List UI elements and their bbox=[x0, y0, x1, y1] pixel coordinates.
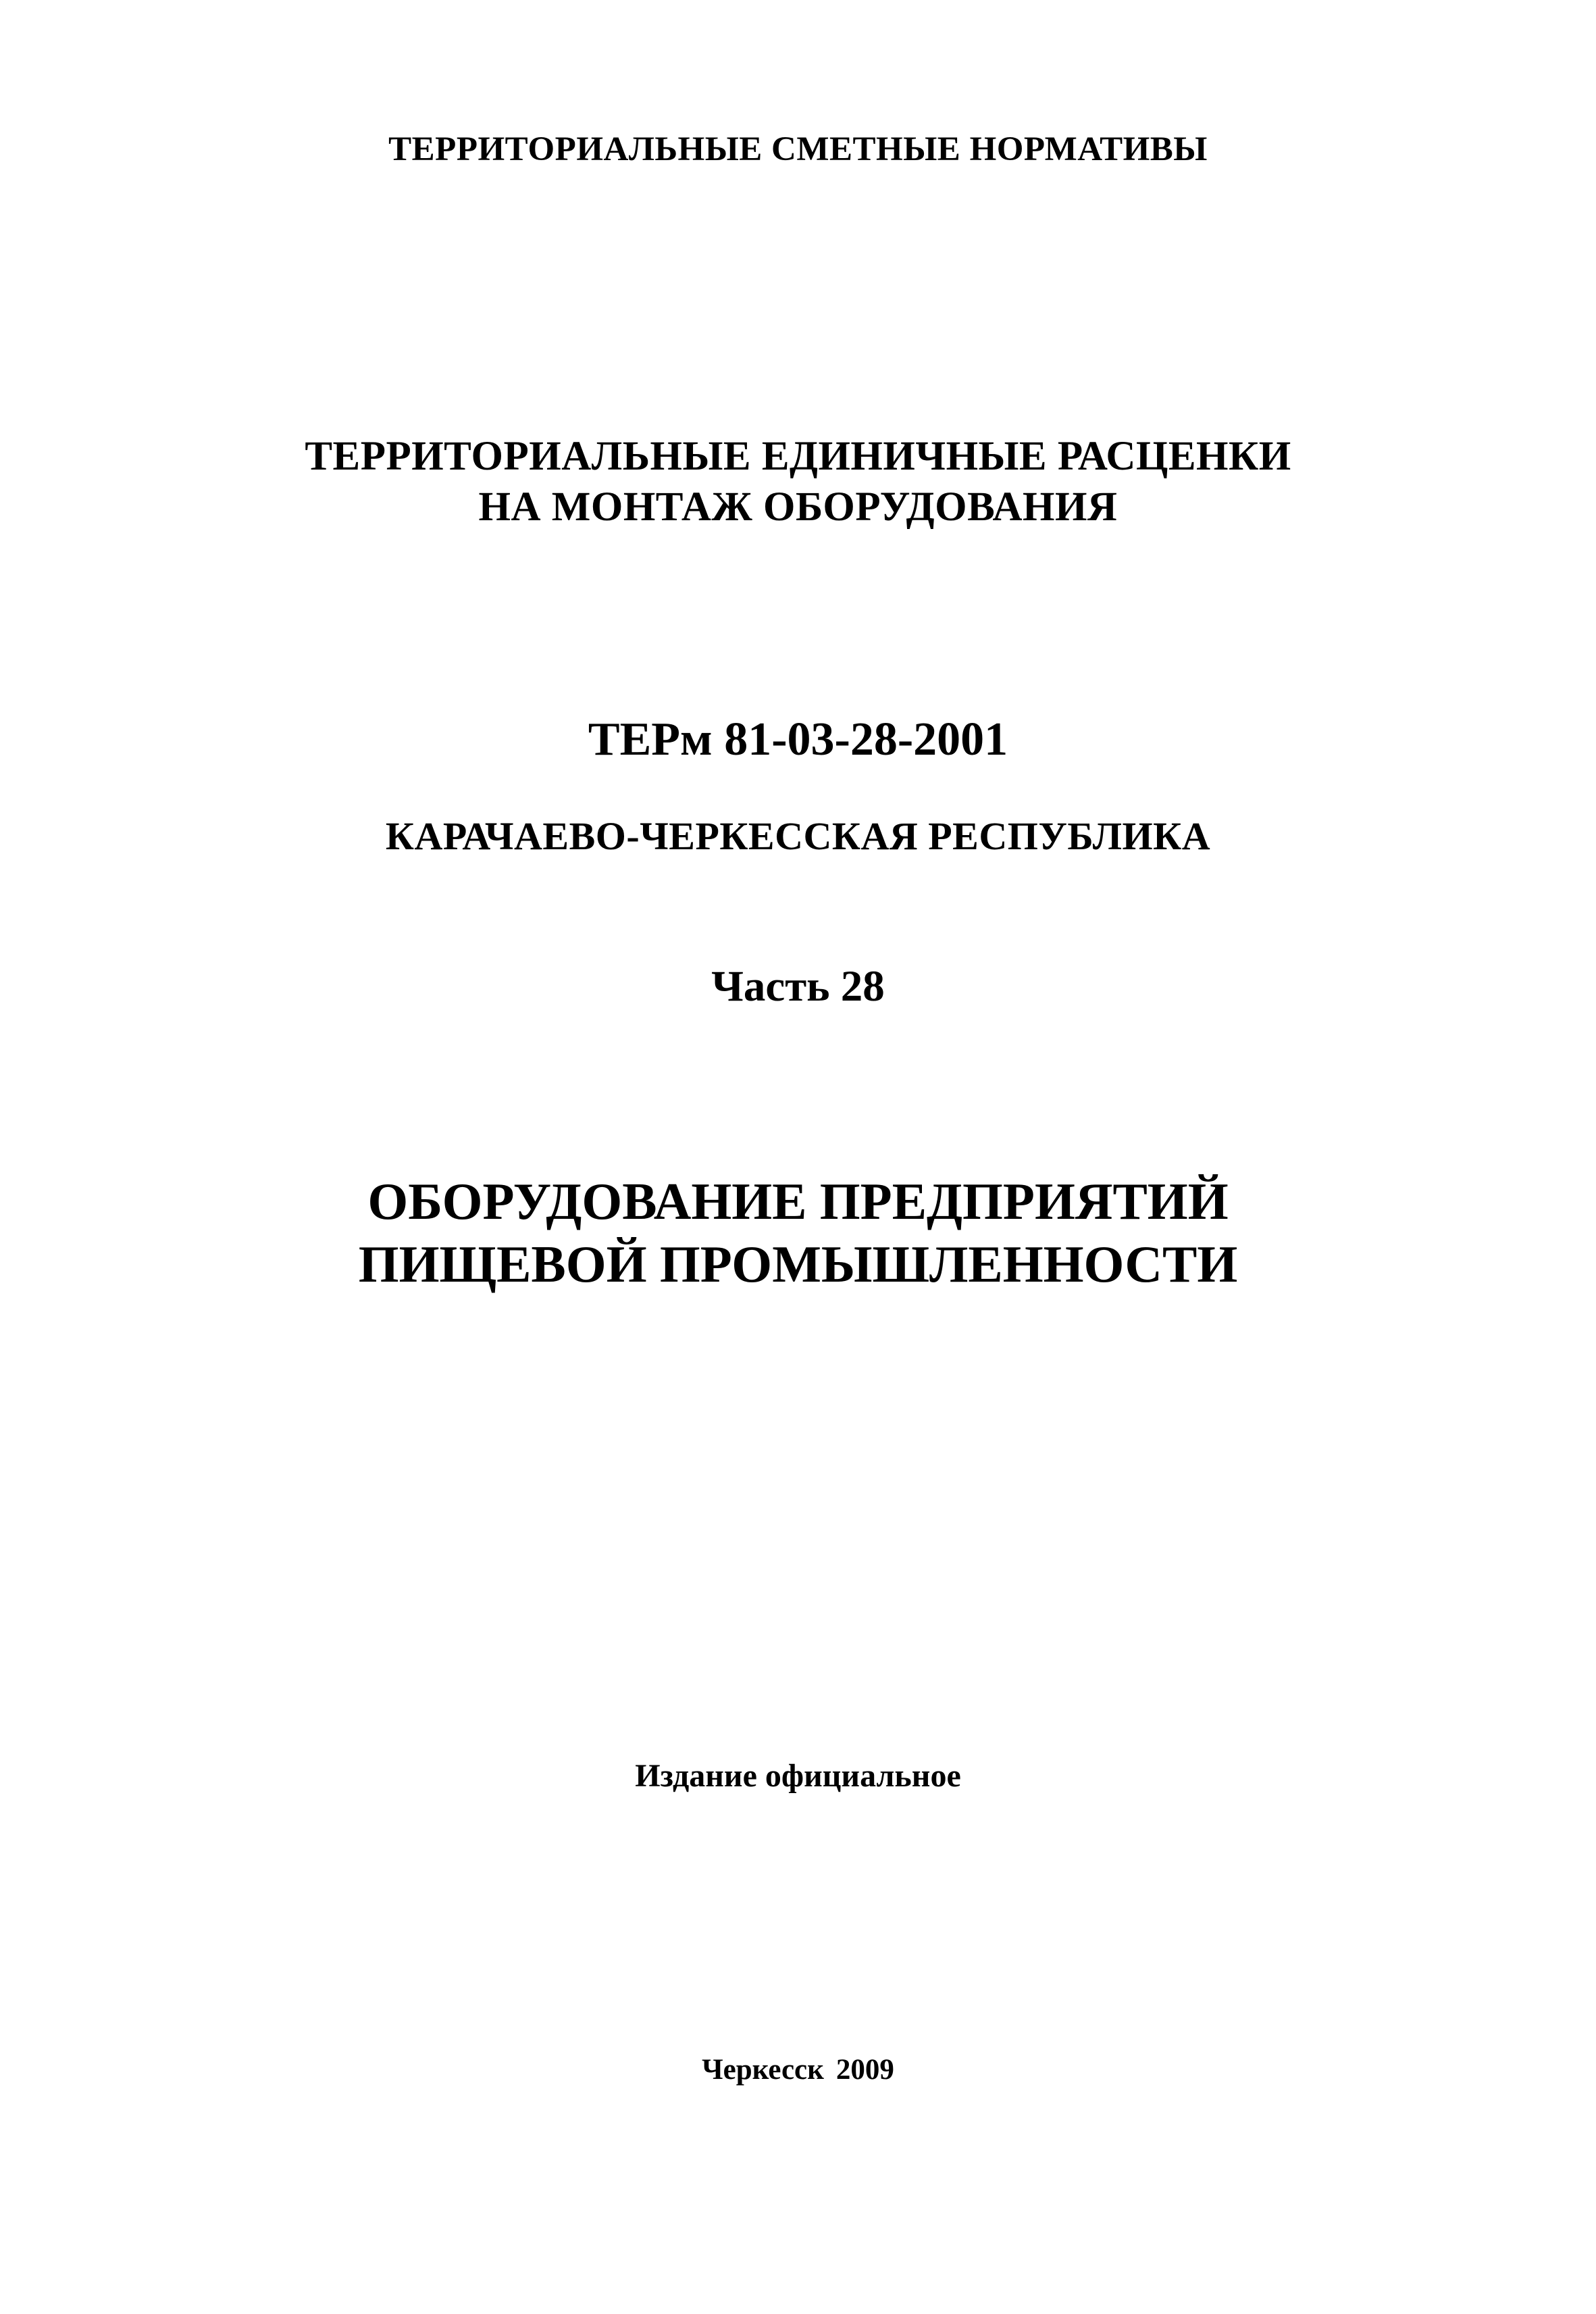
imprint-year: 2009 bbox=[835, 2054, 894, 2086]
subject-line-1: ОБОРУДОВАНИЕ ПРЕДПРИЯТИЙ bbox=[367, 1172, 1229, 1230]
part-number: Часть 28 bbox=[711, 962, 885, 1011]
document-code: ТЕРм 81-03-28-2001 bbox=[588, 713, 1008, 765]
title-line-2: НА МОНТАЖ ОБОРУДОВАНИЯ bbox=[478, 484, 1118, 530]
subject-line-2: ПИЩЕВОЙ ПРОМЫШЛЕННОСТИ bbox=[358, 1235, 1238, 1293]
series-header: ТЕРРИТОРИАЛЬНЫЕ СМЕТНЫЕ НОРМАТИВЫ bbox=[388, 130, 1208, 168]
edition-note: Издание официальное bbox=[635, 1758, 961, 1794]
region-name: КАРАЧАЕВО-ЧЕРКЕССКАЯ РЕСПУБЛИКА bbox=[385, 814, 1211, 858]
imprint bbox=[0, 2055, 1596, 2084]
title-line-1: ТЕРРИТОРИАЛЬНЫЕ ЕДИНИЧНЫЕ РАСЦЕНКИ bbox=[305, 434, 1291, 479]
imprint-city: Черкесск bbox=[702, 2054, 824, 2086]
